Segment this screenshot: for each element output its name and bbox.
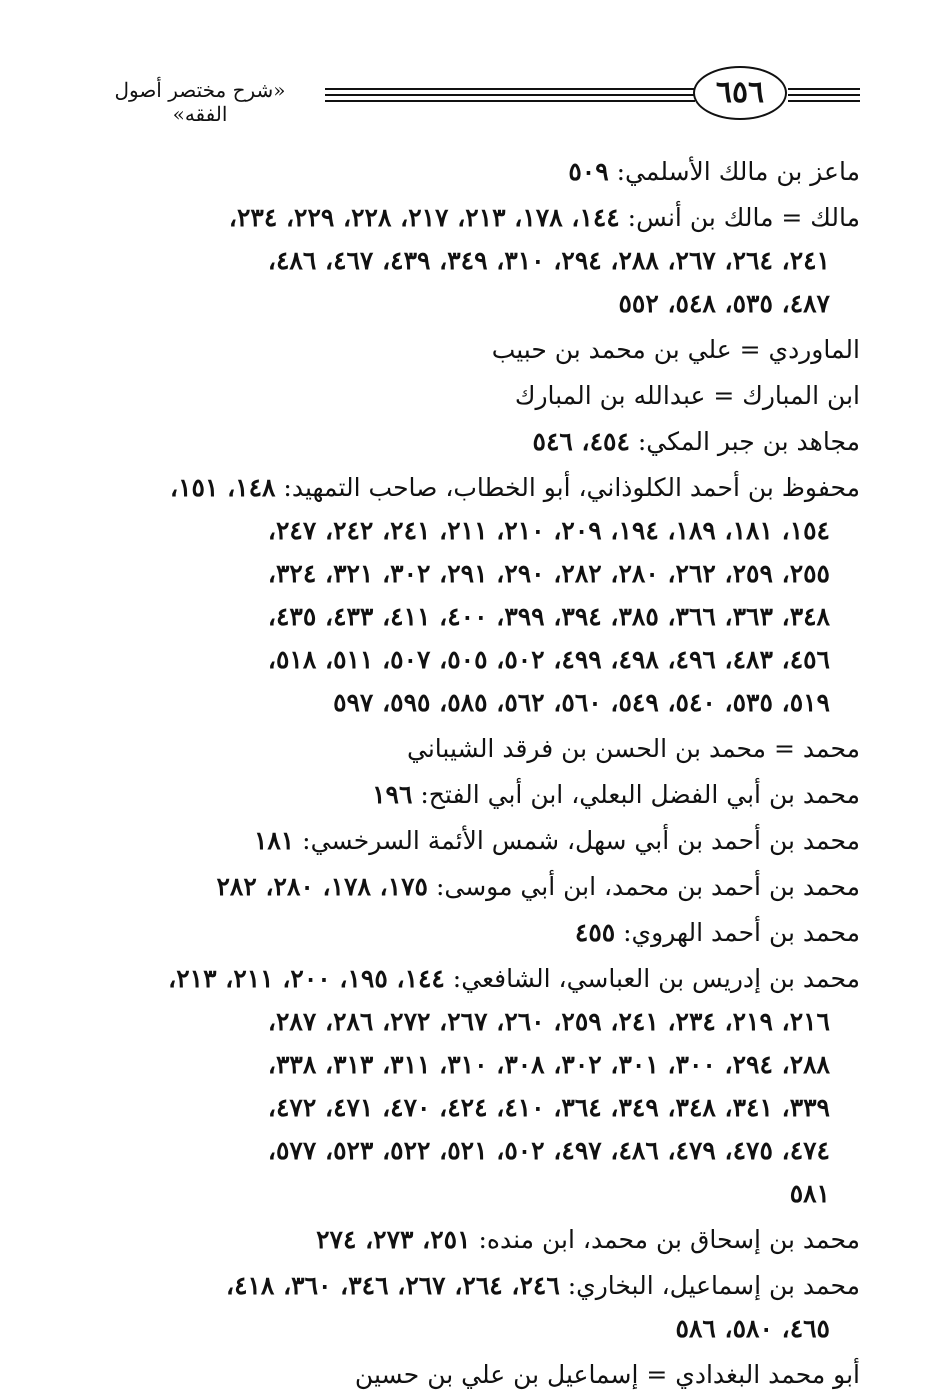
index-continuation-line [85, 282, 860, 325]
index-entry [85, 727, 860, 770]
page-references: ٤٧٤، ٤٧٥، ٤٧٩، ٤٨٦، ٤٩٧، ٥٠٢، ٥٢١، ٥٢٢، ٥٢٣، ٥٧٧، [267, 1136, 830, 1165]
page-references: ٣٣٩، ٣٤١، ٣٤٨، ٣٤٩، ٣٦٤، ٤١٠، ٤٢٤، ٤٧٠، ٤٧١، ٤٧٢، [267, 1093, 830, 1122]
index-entry [85, 374, 860, 417]
index-entry [85, 911, 860, 954]
index-continuation-line [85, 552, 860, 595]
page-references: ٥٠٩ [568, 157, 609, 186]
page-references: ١٩٦ [372, 780, 413, 809]
index-entry [85, 819, 860, 862]
index-entry [85, 150, 860, 193]
entry-name: محفوظ بن أحمد الكلوذاني، أبو الخطاب، صاحب التمهيد: [275, 473, 860, 502]
header-rule [788, 88, 860, 90]
page-references: ٤٥٦، ٤٨٣، ٤٩٦، ٤٩٨، ٤٩٩، ٥٠٢، ٥٠٥، ٥٠٧، ٥١١، ٥١٨، [267, 645, 830, 674]
index-continuation-line [85, 681, 860, 724]
entry-name: محمد بن إسماعيل، البخاري: [559, 1271, 860, 1300]
page-references: ٤٨٧، ٥٣٥، ٥٤٨، ٥٥٢ [618, 289, 830, 318]
entry-name: محمد بن إدريس بن العباسي، الشافعي: [444, 964, 860, 993]
page-references: ٤٥٤، ٥٤٦ [532, 427, 630, 456]
index-entry [85, 420, 860, 463]
header-rule [325, 88, 695, 90]
page-references: ١٤٤، ١٩٥، ٢٠٠، ٢١١، ٢١٣، [168, 964, 445, 993]
page-references: ١٧٥، ١٧٨، ٢٨٠، ٢٨٢ [216, 872, 428, 901]
running-title: «شرح مختصر أصول الفقه» [114, 78, 286, 126]
index-continuation-line [85, 239, 860, 282]
page-references: ٥٨١ [789, 1179, 830, 1208]
page-references: ٢٤١، ٢٦٤، ٢٦٧، ٢٨٨، ٢٩٤، ٣١٠، ٣٤٩، ٤٣٩، ٤٦٧، ٤٨٦، [267, 246, 830, 275]
page-references: ٢٨٨، ٢٩٤، ٣٠٠، ٣٠١، ٣٠٢، ٣٠٨، ٣١٠، ٣١١، ٣١٣، ٣٣٨، [267, 1050, 830, 1079]
page-references: ٢٤٦، ٢٦٤، ٢٦٧، ٣٤٦، ٣٦٠، ٤١٨، [226, 1271, 560, 1300]
entry-name: محمد بن أبي الفضل البعلي، ابن أبي الفتح: [412, 780, 860, 809]
index-entries [85, 150, 860, 1396]
header-rule [325, 100, 695, 102]
index-continuation-line [85, 1307, 860, 1350]
page-references: ١٥٤، ١٨١، ١٨٩، ١٩٤، ٢٠٩، ٢١٠، ٢١١، ٢٤١، ٢٤٢، ٢٤٧، [267, 516, 830, 545]
index-continuation-line [85, 1129, 860, 1172]
entry-name: مجاهد بن جبر المكي: [629, 427, 860, 456]
page-references: ٢٥٥، ٢٥٩، ٢٦٢، ٢٨٠، ٢٨٢، ٢٩٠، ٢٩١، ٣٠٢، ٣٢١، ٣٢٤، [267, 559, 830, 588]
index-entry [85, 865, 860, 908]
page-references: ٥١٩، ٥٣٥، ٥٤٠، ٥٤٩، ٥٦٠، ٥٦٢، ٥٨٥، ٥٩٥، ٥٩٧ [333, 688, 830, 717]
page-references: ١٤٤، ١٧٨، ٢١٣، ٢١٧، ٢٢٨، ٢٢٩، ٢٣٤، [228, 203, 620, 232]
page-references: ٣٤٨، ٣٦٣، ٣٦٦، ٣٨٥، ٣٩٤، ٣٩٩، ٤٠٠، ٤١١، ٤٣٣، ٤٣٥، [267, 602, 830, 631]
index-continuation-line [85, 595, 860, 638]
header-rule [788, 100, 860, 102]
page-references: ٢٥١، ٢٧٣، ٢٧٤ [316, 1225, 471, 1254]
page-references: ٤٦٥، ٥٨٠، ٥٨٦ [675, 1314, 830, 1343]
index-continuation-line [85, 1043, 860, 1086]
index-continuation-line [85, 1000, 860, 1043]
entry-name: محمد بن أحمد بن أبي سهل، شمس الأئمة السرخسي: [294, 826, 860, 855]
page-references: ١٤٨، ١٥١، [170, 473, 276, 502]
entry-name: محمد بن إسحاق بن محمد، ابن منده: [470, 1225, 860, 1254]
page-references: ٤٥٥ [574, 918, 616, 947]
entry-name: أبو محمد البغدادي = إسماعيل بن علي بن حسين [354, 1360, 860, 1389]
index-continuation-line [85, 509, 860, 552]
entry-name: ماعز بن مالك الأسلمي: [608, 157, 860, 186]
page-references: ٢١٦، ٢١٩، ٢٣٤، ٢٤١، ٢٥٩، ٢٦٠، ٢٦٧، ٢٧٢، ٢٨٦، ٢٨٧، [267, 1007, 830, 1036]
page-references: ١٨١ [253, 826, 295, 855]
entry-name: محمد بن أحمد بن محمد، ابن أبي موسى: [428, 872, 860, 901]
index-entry [85, 1218, 860, 1261]
index-continuation-line [85, 1086, 860, 1129]
entry-name: مالك = مالك بن أنس: [619, 203, 860, 232]
index-entry [85, 957, 860, 1000]
page-header [0, 58, 950, 128]
entry-name: محمد بن أحمد الهروي: [615, 918, 860, 947]
index-continuation-line [85, 638, 860, 681]
index-entry [85, 196, 860, 239]
header-rule [325, 94, 695, 96]
entry-name: الماوردي = علي بن محمد بن حبيب [491, 335, 860, 364]
index-entry [85, 1353, 860, 1396]
index-entry [85, 328, 860, 371]
index-continuation-line [85, 1172, 860, 1215]
header-rule [788, 94, 860, 96]
index-entry [85, 1264, 860, 1307]
index-entry [85, 773, 860, 816]
entry-name: ابن المبارك = عبدالله بن المبارك [514, 381, 860, 410]
index-entry [85, 466, 860, 509]
entry-name: محمد = محمد بن الحسن بن فرقد الشيباني [407, 734, 860, 763]
page-number: ٦٥٦ [693, 66, 787, 120]
